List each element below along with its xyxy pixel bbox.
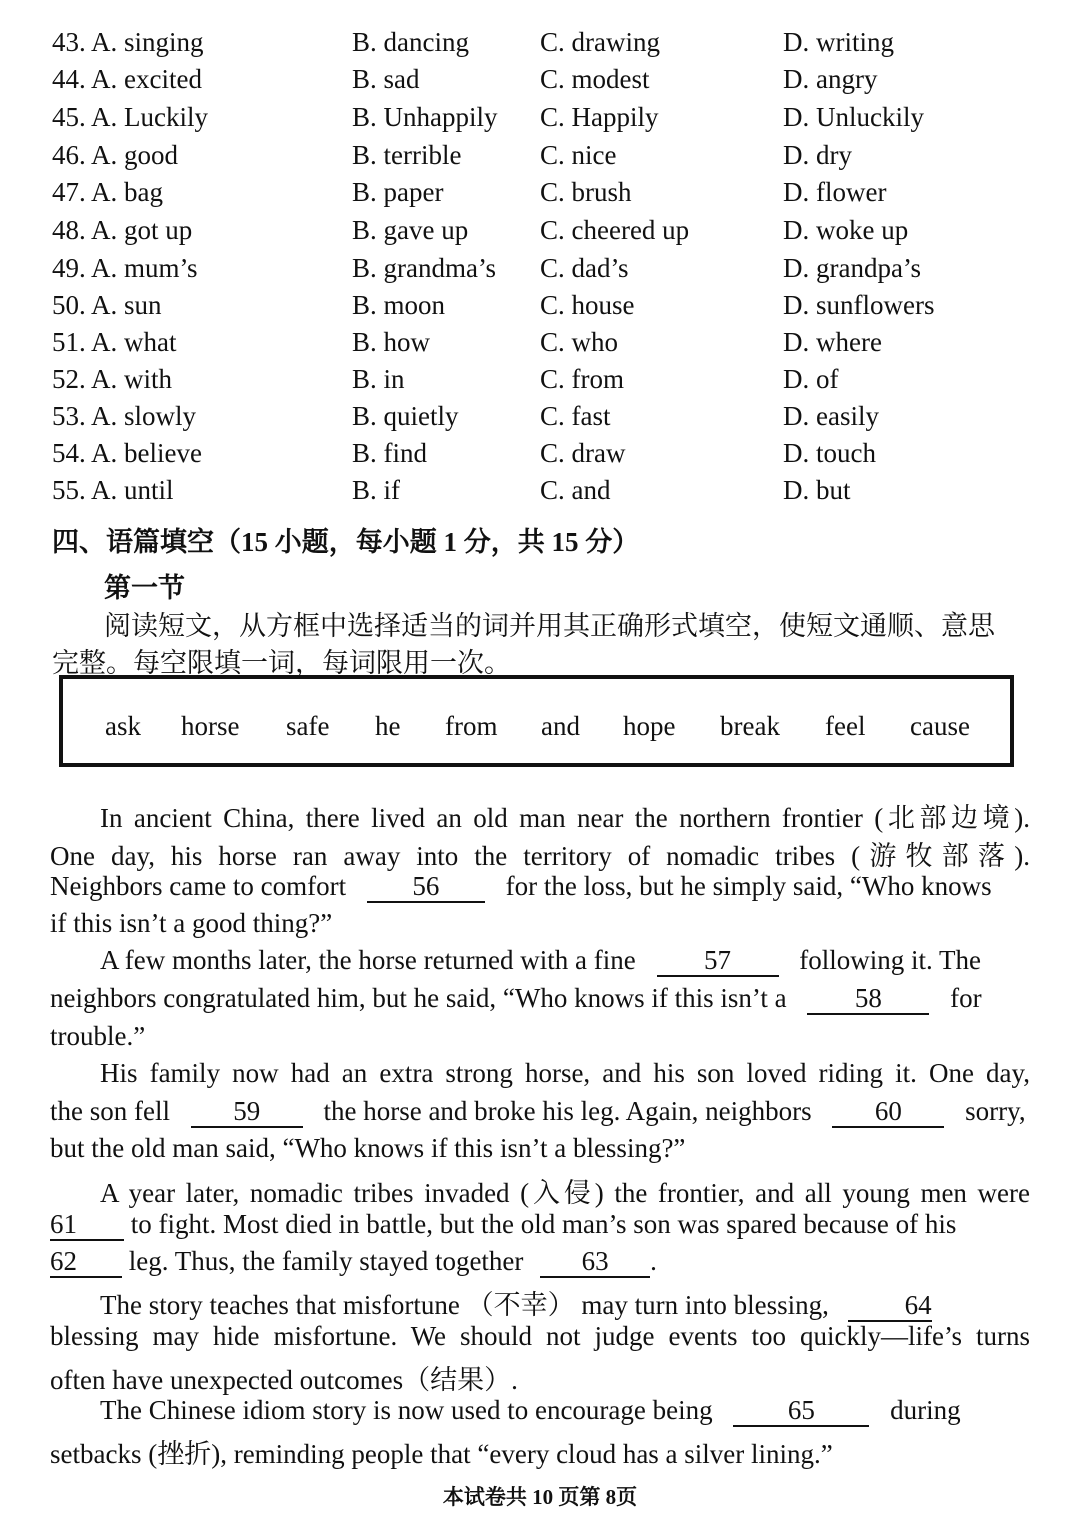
option-d: D. where (783, 327, 882, 357)
option-b: B. in (352, 364, 405, 394)
option-row (0, 475, 1080, 512)
instruction-line: 阅读短文，从方框中选择适当的词并用其正确形式填空，使短文通顺、意思 (104, 611, 995, 641)
option-row (0, 327, 1080, 364)
option-d: D. woke up (783, 215, 909, 245)
passage-text: A few months later, the horse returned with a fine (100, 945, 636, 975)
option-c: C. brush (540, 177, 632, 207)
option-row (0, 102, 1080, 139)
option-c: C. nice (540, 140, 617, 170)
option-a: 53. A. slowly (52, 401, 197, 431)
option-a: 52. A. with (52, 364, 173, 394)
blank-63[interactable]: 63 (540, 1246, 650, 1278)
option-b: B. Unhappily (352, 102, 498, 132)
option-a: 50. A. sun (52, 290, 162, 320)
passage-line (50, 1246, 1030, 1278)
option-c: C. and (540, 475, 611, 505)
option-row (0, 253, 1080, 290)
passage-text: The story teaches that misfortune （不幸） may turn into blessing, (100, 1290, 829, 1320)
option-b: B. terrible (352, 140, 462, 170)
passage-line: often have unexpected outcomes（结果）. (50, 1365, 518, 1395)
option-c: C. Happily (540, 102, 659, 132)
option-b: B. paper (352, 177, 444, 207)
option-b: B. if (352, 475, 401, 505)
passage-line (50, 1209, 1030, 1241)
passage-line (50, 871, 1030, 903)
passage-line: A year later, nomadic tribes invaded (入侵) the frontier, and all young men were (100, 1178, 1030, 1208)
word-box-item: feel (825, 711, 866, 741)
word-box-item: hope (623, 711, 676, 741)
option-a: 45. A. Luckily (52, 102, 208, 132)
passage-line: but the old man said, “Who knows if this isn’t a blessing?” (50, 1133, 686, 1163)
blank-62[interactable]: 62 (50, 1246, 122, 1278)
option-b: B. quietly (352, 401, 459, 431)
word-box-item: ask (105, 711, 141, 741)
option-a: 55. A. until (52, 475, 174, 505)
option-d: D. sunflowers (783, 290, 935, 320)
word-box-item: and (541, 711, 580, 741)
option-c: C. from (540, 364, 624, 394)
option-a: 48. A. got up (52, 215, 193, 245)
passage-line: if this isn’t a good thing?” (50, 908, 333, 938)
passage-text: sorry, (965, 1096, 1026, 1126)
word-box-item: break (720, 711, 780, 741)
option-c: C. who (540, 327, 619, 357)
option-row (0, 364, 1080, 401)
option-row (0, 438, 1080, 475)
passage-line (50, 1096, 1030, 1128)
option-a: 43. A. singing (52, 27, 204, 57)
option-row (0, 64, 1080, 101)
option-d: D. angry (783, 64, 878, 94)
blank-65[interactable]: 65 (733, 1395, 869, 1427)
option-c: C. house (540, 290, 635, 320)
blank-61[interactable]: 61 (50, 1209, 124, 1241)
option-a: 51. A. what (52, 327, 177, 357)
option-d: D. touch (783, 438, 876, 468)
passage-line (100, 945, 1030, 977)
blank-64[interactable]: 64 (848, 1290, 932, 1322)
option-d: D. writing (783, 27, 894, 57)
option-row (0, 290, 1080, 327)
option-d: D. grandpa’s (783, 253, 921, 283)
option-a: 46. A. good (52, 140, 179, 170)
option-row (0, 177, 1080, 214)
passage-text: the horse and broke his leg. Again, neighbors (323, 1096, 812, 1126)
option-b: B. sad (352, 64, 420, 94)
passage-line: blessing may hide misfortune. We should not judge events too quickly—life’s turns (50, 1321, 1030, 1351)
passage-text: leg. Thus, the family stayed together (128, 1246, 524, 1276)
option-d: D. but (783, 475, 851, 505)
word-box-item: cause (910, 711, 970, 741)
passage-line (100, 1395, 1030, 1427)
passage-text: Neighbors came to comfort (50, 871, 347, 901)
passage-text: the son fell (50, 1096, 170, 1126)
option-row (0, 140, 1080, 177)
blank-58[interactable]: 58 (807, 983, 929, 1015)
option-c: C. drawing (540, 27, 660, 57)
word-box-item: from (445, 711, 498, 741)
option-b: B. gave up (352, 215, 469, 245)
passage-text: following it. The (799, 945, 982, 975)
passage-line (100, 1283, 1030, 1322)
word-box-item: safe (286, 711, 330, 741)
option-c: C. cheered up (540, 215, 690, 245)
passage-text: for (950, 983, 982, 1013)
option-b: B. find (352, 438, 428, 468)
option-c: C. draw (540, 438, 626, 468)
passage-text: . (650, 1246, 657, 1276)
option-d: D. flower (783, 177, 887, 207)
passage-text: to fight. Most died in battle, but the old man’s son was spared because of his (130, 1209, 957, 1239)
option-c: C. dad’s (540, 253, 629, 283)
instruction-line: 完整。每空限填一词，每词限用一次。 (52, 648, 511, 678)
option-row (0, 27, 1080, 64)
passage-text: neighbors congratulated him, but he said, “Who knows if this isn’t a (50, 983, 787, 1013)
blank-59[interactable]: 59 (191, 1096, 303, 1128)
option-c: C. modest (540, 64, 650, 94)
option-b: B. grandma’s (352, 253, 496, 283)
blank-60[interactable]: 60 (832, 1096, 944, 1128)
passage-line: trouble.” (50, 1021, 146, 1051)
page-footer: 本试卷共 10 页第 8页 (442, 1485, 638, 1509)
word-box-item: horse (181, 711, 240, 741)
option-a: 49. A. mum’s (52, 253, 198, 283)
word-box-item: he (375, 711, 401, 741)
section-subheading: 第一节 (104, 573, 185, 603)
section-heading: 四、语篇填空（15 小题，每小题 1 分，共 15 分） (52, 527, 640, 557)
option-a: 44. A. excited (52, 64, 202, 94)
blank-57[interactable]: 57 (657, 945, 779, 977)
passage-line: In ancient China, there lived an old man near the northern frontier (北部边境). (100, 803, 1030, 833)
option-d: D. of (783, 364, 839, 394)
passage-line: His family now had an extra strong horse, and his son loved riding it. One day, (100, 1058, 1030, 1088)
option-row (0, 215, 1080, 252)
option-d: D. Unluckily (783, 102, 924, 132)
passage-text: The Chinese idiom story is now used to encourage being (100, 1395, 713, 1425)
blank-56[interactable]: 56 (367, 871, 485, 903)
passage-line: One day, his horse ran away into the territory of nomadic tribes (游牧部落). (50, 841, 1030, 871)
passage-text: for the loss, but he simply said, “Who knows (505, 871, 992, 901)
option-b: B. dancing (352, 27, 469, 57)
option-c: C. fast (540, 401, 611, 431)
option-a: 54. A. believe (52, 438, 202, 468)
option-b: B. moon (352, 290, 446, 320)
option-row (0, 401, 1080, 438)
option-d: D. dry (783, 140, 852, 170)
option-b: B. how (352, 327, 431, 357)
passage-line: setbacks (挫折), reminding people that “every cloud has a silver lining.” (50, 1439, 833, 1469)
option-d: D. easily (783, 401, 879, 431)
passage-line (50, 983, 1030, 1015)
word-box (59, 675, 1014, 767)
passage-text: during (890, 1395, 961, 1425)
option-a: 47. A. bag (52, 177, 163, 207)
